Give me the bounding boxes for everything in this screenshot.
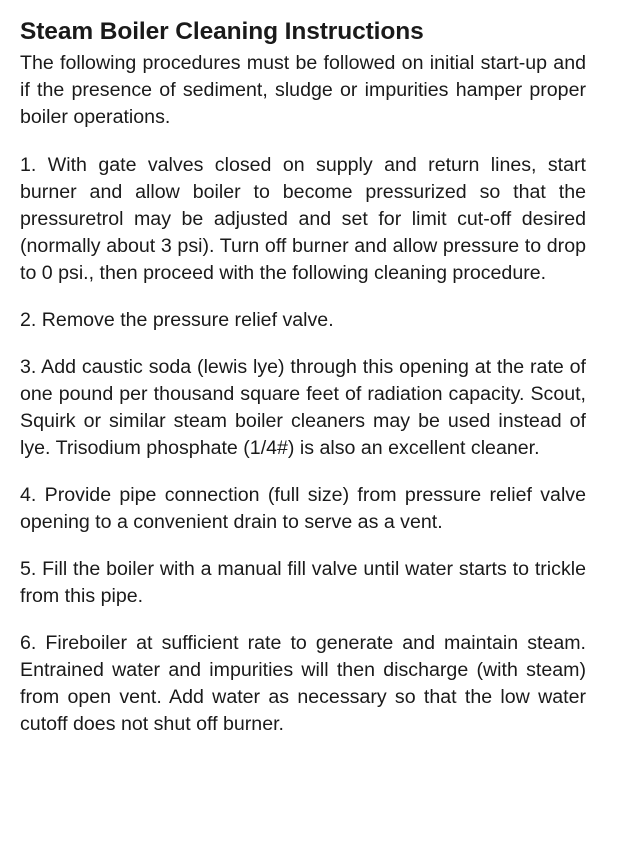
document-title: Steam Boiler Cleaning Instructions xyxy=(20,18,424,45)
document-page xyxy=(20,16,586,758)
step-4-paragraph: 4. Provide pipe connection (full size) from pressure relief valve opening to a convenient drain to serve as a vent. xyxy=(20,484,586,533)
step-5-paragraph: 5. Fill the boiler with a manual fill valve until water starts to trickle from this pipe. xyxy=(20,558,586,607)
intro-paragraph: The following procedures must be followed on initial start-up and if the presence of sediment, sludge or impurities hamper proper boiler operations. xyxy=(20,52,586,128)
step-1-paragraph: 1. With gate valves closed on supply and return lines, start burner and allow boiler to become pressurized so that the pressuretrol may be adjusted and set for limit cut-off desired (normally about 3 psi). Turn off burner and allow pressure to drop to 0 psi., then proceed with the following cleaning procedure. xyxy=(20,154,586,284)
step-6-paragraph: 6. Fireboiler at sufficient rate to generate and maintain steam. Entrained water and impurities will then discharge (with steam) from open vent. Add water as necessary so that the low water cutoff does not shut off burner. xyxy=(20,632,586,735)
step-2-paragraph: 2. Remove the pressure relief valve. xyxy=(20,309,334,331)
step-3-paragraph: 3. Add caustic soda (lewis lye) through this opening at the rate of one pound per thousand square feet of radiation capacity. Scout, Squirk or similar steam boiler cleaners may be used instead of lye. Trisodium phosphate (1/4#) is also an excellent cleaner. xyxy=(20,356,586,459)
